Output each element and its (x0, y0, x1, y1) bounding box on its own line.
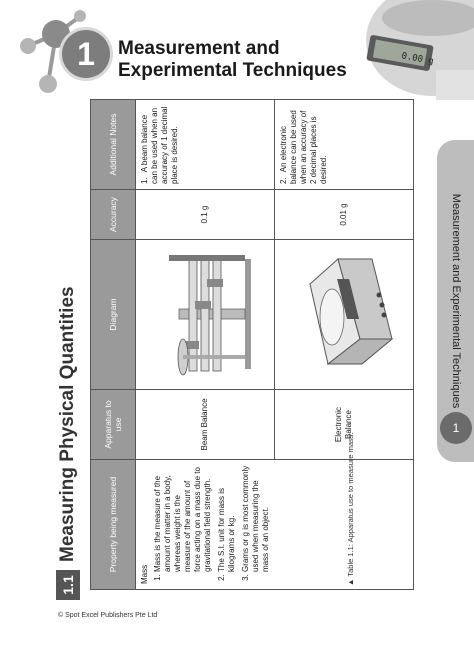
apparatus-table (90, 99, 414, 590)
section-number: 1.1 (56, 570, 80, 600)
property-points (153, 465, 271, 584)
table-header-row (91, 100, 136, 590)
notes-cell (275, 100, 414, 190)
header-notes: Additional Notes (91, 100, 136, 190)
note-text: An electronic balance can be used when an accuracy of 2 decimal places is desired. (279, 110, 328, 184)
header-accuracy: Accuracy (91, 190, 136, 240)
diagram-cell (275, 240, 414, 390)
balance-display-text: 0.00 g (400, 51, 435, 67)
caption-triangle-icon: ▲ (346, 576, 355, 586)
rotated-content (56, 100, 416, 600)
apparatus-cell: Beam Balance (136, 390, 275, 460)
property-cell (136, 460, 414, 590)
page-number: 1 (440, 412, 472, 444)
beam-balance-diagram (149, 250, 259, 380)
notes-cell (136, 100, 275, 190)
accuracy-cell: 0.1 g (136, 190, 275, 240)
accuracy-cell: 0.01 g (275, 190, 414, 240)
chapter-title-line1: Measurement and (118, 38, 280, 59)
note-number: 2. (279, 177, 288, 184)
balance-photo (362, 0, 474, 100)
property-point: 1. Mass is the measure of the amount of matter in a body, whereas weight is the measure of the amount of force acting on a mass due to gravitational field strength. (153, 465, 213, 572)
side-tab-label: Measurement and Experimental Techniques (450, 193, 462, 409)
copyright-text: © Spot Excel Publishers Pte Ltd (58, 612, 158, 619)
section-title: Measuring Physical Quantities (57, 286, 78, 562)
section-heading (56, 100, 84, 600)
chapter-title (118, 38, 347, 82)
property-point: 2. The S.I. unit for mass is kilograms or kg. (217, 465, 237, 572)
chapter-number: 1 (62, 30, 110, 78)
caption-text: Table 1.1: Apparatus use to measure mass. (346, 432, 355, 577)
table-caption (346, 432, 355, 586)
chapter-title-line2: Experimental Techniques (118, 60, 347, 81)
header-property: Property being measured (91, 460, 136, 590)
property-point: 3. Grams or g is most commonly used when measuring the mass of an object. (241, 465, 271, 572)
electronic-balance-diagram (288, 250, 398, 380)
note-text: A beam balance can be used when an accuracy of 1 decimal place is desired. (140, 106, 179, 184)
diagram-cell (136, 240, 275, 390)
table-row (136, 100, 275, 590)
property-name: Mass (140, 564, 149, 584)
apparatus-cell: Electronic Balance (275, 390, 414, 460)
note-number: 1. (140, 177, 149, 184)
header-diagram: Diagram (91, 240, 136, 390)
header-apparatus: Apparatus to use (91, 390, 136, 460)
